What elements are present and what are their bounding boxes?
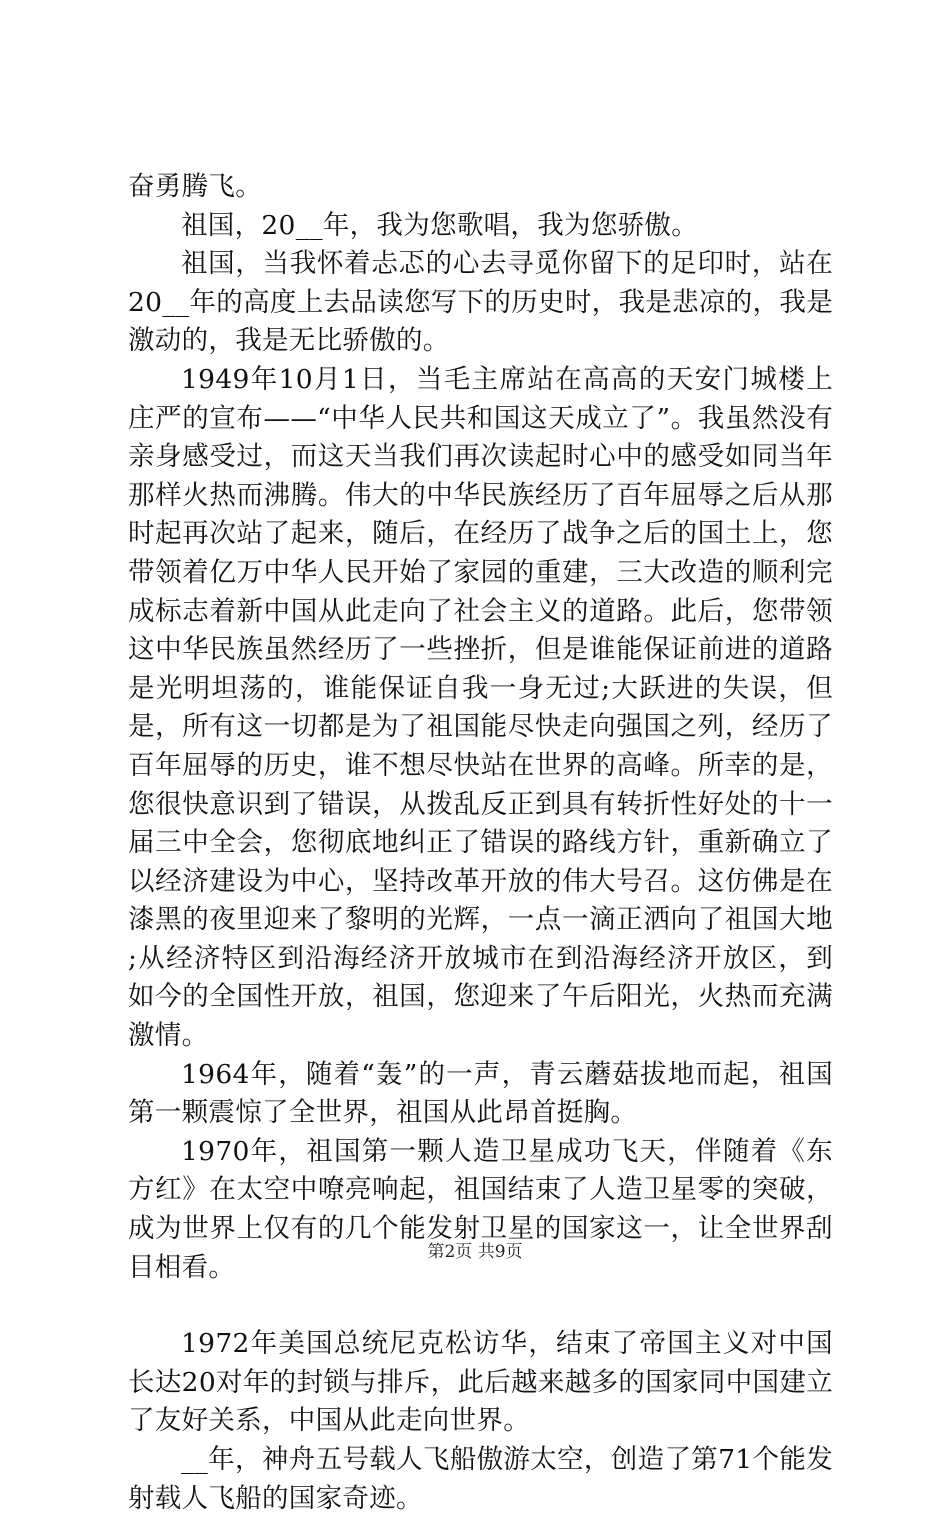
- paragraph: __年，神舟五号载人飞船傲游太空，创造了第71个能发射载人飞船的国家奇迹。: [128, 1444, 833, 1514]
- paragraph: 1964年，随着“轰”的一声，青云蘑菇拔地而起，祖国第一颗震惊了全世界，祖国从此昂首挺胸。: [128, 1058, 833, 1129]
- paragraph: 祖国，20__年，我为您歌唱，我为您骄傲。: [181, 209, 699, 241]
- paragraph: 奋勇腾飞。: [128, 171, 262, 202]
- paragraph: 祖国，当我怀着忐忑的心去寻觅你留下的足印时，站在20__年的高度上去品读您写下的历史时，我是悲凉的，我是激动的，我是无比骄傲的。: [128, 248, 833, 357]
- paragraph-gap: [128, 1287, 833, 1325]
- page-number-footer: 第2页 共9页: [427, 1242, 523, 1262]
- paragraph: 1949年10月1日，当毛主席站在高高的天安门城楼上庄严的宣布——“中华人民共和国这天成立了”。我虽然没有亲身感受过，而这天当我们再次读起时心中的感受如同当年那样火热而沸腾。伟大的中华民族经历了百年屈辱之后从那时起再次站了起来，随后，在经历了战争之后的国土上，您带领着亿万中华人民开始了家园的重建，三大改造的顺利完成标志着新中国从此走向了社会主义的道路。此后，您带领这中华民族虽然经历了一些挫折，但是谁能保证前进的道路是光明坦荡的，谁能保证自我一身无过;大跃进的失误，但是，所有这一切都是为了祖国能尽快走向强国之列，经历了百年屈辱的历史，谁不想尽快站在世界的高峰。所幸的是，您很快意识到了错误，从拨乱反正到具有转折性好处的十一届三中全会，您彻底地纠正了错误的路线方针，重新确立了以经济建设为中心，坚持改革开放的伟大号召。这仿佛是在漆黑的夜里迎来了黎明的光辉，一点一滴正洒向了祖国大地;从经济特区到沿海经济开放城市在到沿海经济开放区，到如今的全国性开放，祖国，您迎来了午后阳光，火热而充满激情。: [128, 363, 833, 1052]
- document-body: [128, 168, 833, 1518]
- paragraph: 1970年，祖国第一颗人造卫星成功飞天，伴随着《东方红》在太空中嘹亮响起，祖国结束了人造卫星零的突破，成为世界上仅有的几个能发射卫星的国家这一，让全世界刮目相看。: [128, 1135, 833, 1283]
- paragraph: 1972年美国总统尼克松访华，结束了帝国主义对中国长达20对年的封锁与排斥，此后越来越多的国家同中国建立了友好关系，中国从此走向世界。: [128, 1328, 833, 1437]
